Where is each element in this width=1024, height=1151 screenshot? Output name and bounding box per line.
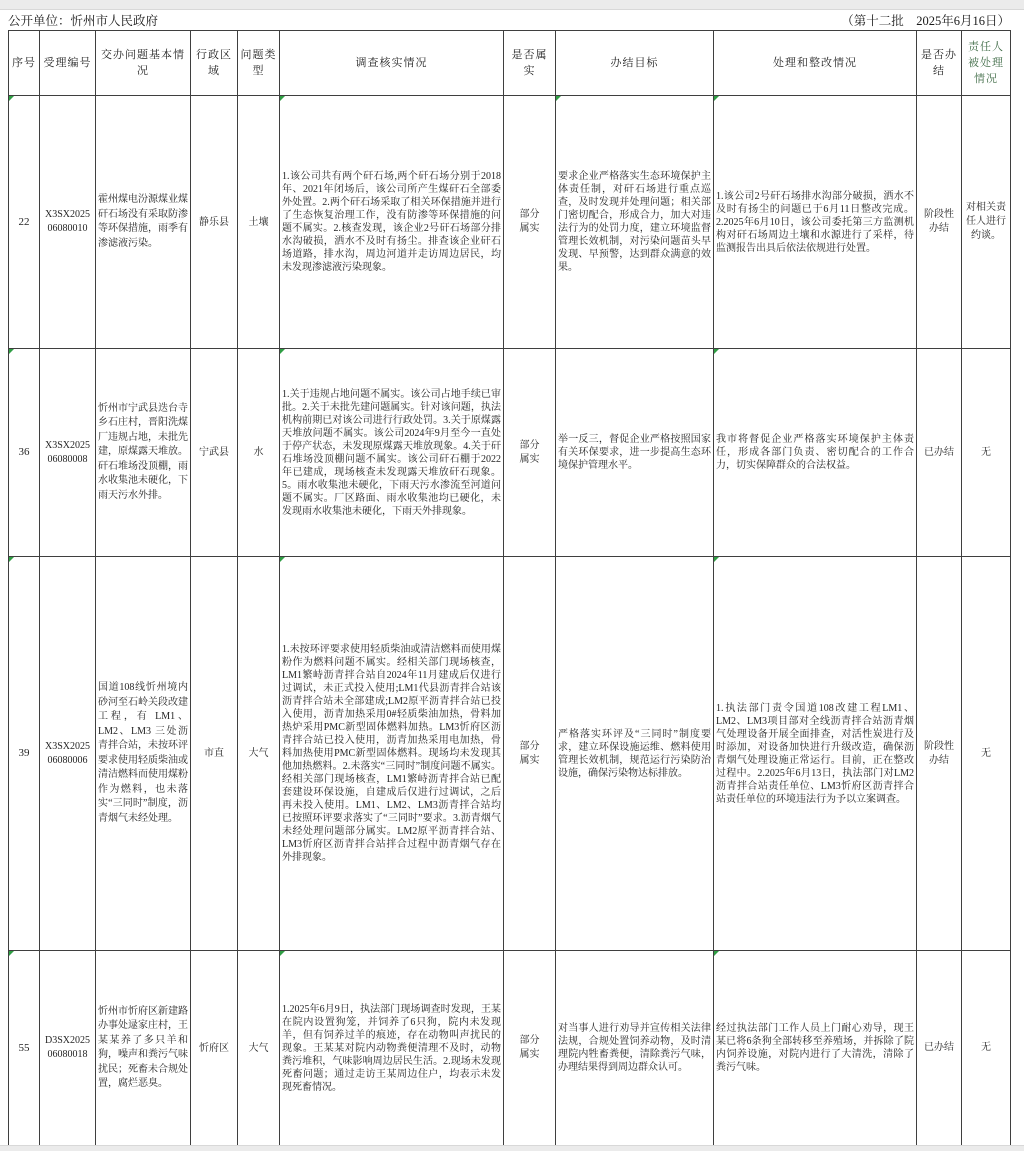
cell-rectification: 经过执法部门工作人员上门耐心劝导，现王某已将6条狗全部转移至养殖场，并拆除了院内饲养设施，对院内进行了大清洗，清除了粪污气味。 [716,1023,914,1073]
cell-is-closed: 阶段性办结 [924,209,954,234]
table-row [9,349,1011,557]
cell-problem-basics: 霍州煤电汾源煤业煤矸石场没有采取防渗等环保措施，雨季有渗滤液污染。 [98,194,188,249]
cell-is-true: 部分属实 [519,740,540,766]
cell-is-true: 部分属实 [519,209,540,234]
cell-problem-basics: 国道108线忻州境内砂河至石岭关段改建工程，有 LM1、LM2、LM3 三处沥青拌合站，未按环评要求使用轻质柴油或清洁燃料而使用煤粉作为燃料，也未落实“三同时”制度，沥青烟气未经处理。 [98,682,188,824]
cell-case-number: X3SX202506080006 [44,740,90,766]
cell-serial: 55 [18,1041,30,1054]
cell-verification: 1.未按环评要求使用轻质柴油或清洁燃料而使用煤粉作为燃料问题不属实。经相关部门现场核查，LM1繁峙沥青拌合站自2024年11月建成后仅进行过调试，未正式投入使用;LM1代县沥青拌合站该沥青拌合站未全部建成;LM2原平沥青拌合站已投入使用，沥青加热采用0#轻质柴油加热，骨料加热炉采用PMC新型固体燃料加热。LM3忻府区沥青拌合站已投入使用，沥青加热采用电加热，骨料加热使用PMC新型固体燃料。现场均未发现其他加热燃料。2.未落实“三同时”制度问题不属实。经相关部门现场核查，LM1繁峙沥青拌合站已配套建设环保设施，自建成后仅进行过调试，之后再未投入使用。LM1、LM2、LM3沥青拌合站均已按照环评要求落实了“三同时”要求。3.沥青烟气未经处理问题部分属实。LM2原平沥青拌合站、LM3忻府区沥青拌合站拌合过程中沥青烟气存在外排现象。 [282,644,501,863]
cell-is-closed: 已办结 [924,446,954,458]
cell-case-number: D3SX202506080018 [44,1035,90,1060]
cell-serial: 22 [18,215,30,228]
cell-rectification: 我市将督促企业严格落实环境保护主体责任，形成各部门负责、密切配合的工作合力，切实保障群众的合法权益。 [716,434,914,471]
col-header-is-closed: 是否办结 [917,31,962,96]
col-header-serial: 序号 [9,31,40,96]
cell-resolution-goal: 要求企业严格落实生态环境保护主体责任制，对矸石场进行重点巡查，及时发现并处理问题；相关部门密切配合，形成合力，加大对违法行为的处罚力度，建立环境监督管理长效机制，对污染问题苗头早发现、早预警，达到群众满意的效果。 [558,171,711,273]
cell-accountability: 对相关责任人进行约谈。 [966,202,1006,241]
cell-verification: 1.2025年6月9日，执法部门现场调查时发现，王某在院内设置狗笼，并饲养了6只狗，院内未发现羊，但有饲养过羊的痕迹，存在动物叫声扰民的现象。王某某对院内动物粪便清理不及时，动物粪污堆积，气味影响周边居民生活。2.现场未发现死畜问题；通过走访王某周边住户，均表示未发现死畜情况。 [282,1003,501,1093]
cell-serial: 39 [18,747,30,759]
title-bar [8,9,1010,30]
col-header-problem-basics: 交办问题基本情况 [96,31,191,96]
cell-accountability: 无 [981,446,991,458]
cell-resolution-goal: 举一反三，督促企业严格按照国家有关环保要求，进一步提高生态环境保护管理水平。 [558,434,711,471]
complaints-table [8,30,1011,1146]
cell-accountability: 无 [981,1042,991,1053]
cell-problem-basics: 忻州市宁武县迭台寺乡石庄村，晋阳洗煤厂违规占地，未批先建，原煤露天堆放。矸石堆场没顶棚，雨水收集池未硬化，下雨天污水外排。 [98,402,188,501]
cell-verification: 1.该公司共有两个矸石场,两个矸石场分别于2018年、2021年闭场后，该公司所产生煤矸石全部委外处置。2.两个矸石场采取了相关环保措施并进行了生态恢复治理工作，没有防渗等环保措施的问题不属实。2.核查发现，该企业2号矸石场部分排水沟破损，洒水不及时有扬尘。排查该企业矸石场道路，排水沟，周边河道并走访周边居民，均未发现渗滤液污染现象。 [282,171,501,273]
batch-date-label: （第十二批 2025年6月16日） [841,13,1010,28]
cell-problem-type: 土壤 [248,216,269,228]
cell-region: 市直 [204,748,224,759]
table-row [9,557,1011,951]
cell-is-closed: 阶段性办结 [924,740,954,766]
cell-region: 宁武县 [199,447,229,458]
sheet-bottom-strip [0,1145,1024,1151]
col-header-case-number: 受理编号 [40,31,96,96]
cell-problem-type: 大气 [248,748,269,759]
cell-rectification: 1.执法部门责令国道108改建工程LM1、LM2、LM3项目部对全线沥青拌合站沥青烟气处理设备开展全面排查，对活性炭进行及时添加，对设备加快进行升级改造，确保沥青烟气处理设施正常运行。目前，正在整改过程中。2.2025年6月13日，执法部门对LM2沥青拌合站责任单位、LM3忻府区沥青拌合站责任单位的环境违法行为予以立案调查。 [716,702,914,805]
cell-case-number: X3SX202506080010 [44,209,90,234]
cell-resolution-goal: 对当事人进行劝导并宣传相关法律法规，合规处置饲养动物，及时清理院内牲畜粪便，清除粪污气味，办理结果得到周边群众认可。 [558,1023,711,1073]
publisher-title: 公开单位：忻州市人民政府 [8,13,159,28]
cell-problem-basics: 忻州市忻府区新建路办事处逯家庄村，王某某养了多只羊和狗，噪声和粪污气味扰民；死畜未合规处置，腐烂恶臭。 [98,1005,188,1089]
col-header-resolution-goal: 办结目标 [556,31,714,96]
cell-region: 静乐县 [199,216,229,228]
cell-verification: 1.关于违规占地问题不属实。该公司占地手续已审批。2.关于未批先建问题属实。针对该问题，执法机构前期已对该公司进行行政处罚。3.关于原煤露天堆放问题不属实。该公司2024年9月至今一直处于停产状态，未发现原煤露天堆放现象。4.关于矸石堆场没顶棚问题不属实。该公司矸石棚于2022年已建成，现场核查未发现露天堆放矸石现象。5。雨水收集池未硬化，下雨天污水渗流至河道问题不属实。厂区路面、雨水收集池均已硬化，未发现雨水收集池未硬化，下雨天外排现象。 [282,388,501,517]
col-header-accountability: 责任人被处理情况 [962,31,1011,96]
table-row [9,96,1011,349]
cell-accountability: 无 [981,747,991,759]
cell-is-closed: 已办结 [924,1042,954,1053]
cell-case-number: X3SX202506080008 [44,439,90,465]
header-row [9,31,1011,96]
cell-problem-type: 水 [253,447,264,458]
col-header-verification: 调查核实情况 [280,31,504,96]
table-row [9,951,1011,1146]
cell-is-true: 部分属实 [519,439,540,465]
col-header-is-true: 是否属实 [504,31,556,96]
cell-serial: 36 [18,446,30,458]
cell-is-true: 部分属实 [519,1035,540,1060]
cell-rectification: 1.该公司2号矸石场排水沟部分破损，洒水不及时有扬尘的问题已于6月11日整改完成。2.2025年6月10日，该公司委托第三方监测机构对矸石场周边土壤和水源进行了采样，待监测报告出具后依法依规进行处置。 [716,190,914,254]
col-header-region: 行政区域 [191,31,238,96]
table-body [9,96,1011,1146]
table-header [9,31,1011,96]
cell-resolution-goal: 严格落实环评及“三同时”制度要求，建立环保设施运维、燃料使用管理长效机制，规范运行污染防治设施，确保污染物达标排放。 [558,728,711,779]
col-header-problem-type: 问题类型 [238,31,280,96]
cell-region: 忻府区 [199,1042,229,1054]
cell-problem-type: 大气 [248,1042,269,1054]
col-header-rectification: 处理和整改情况 [714,31,917,96]
